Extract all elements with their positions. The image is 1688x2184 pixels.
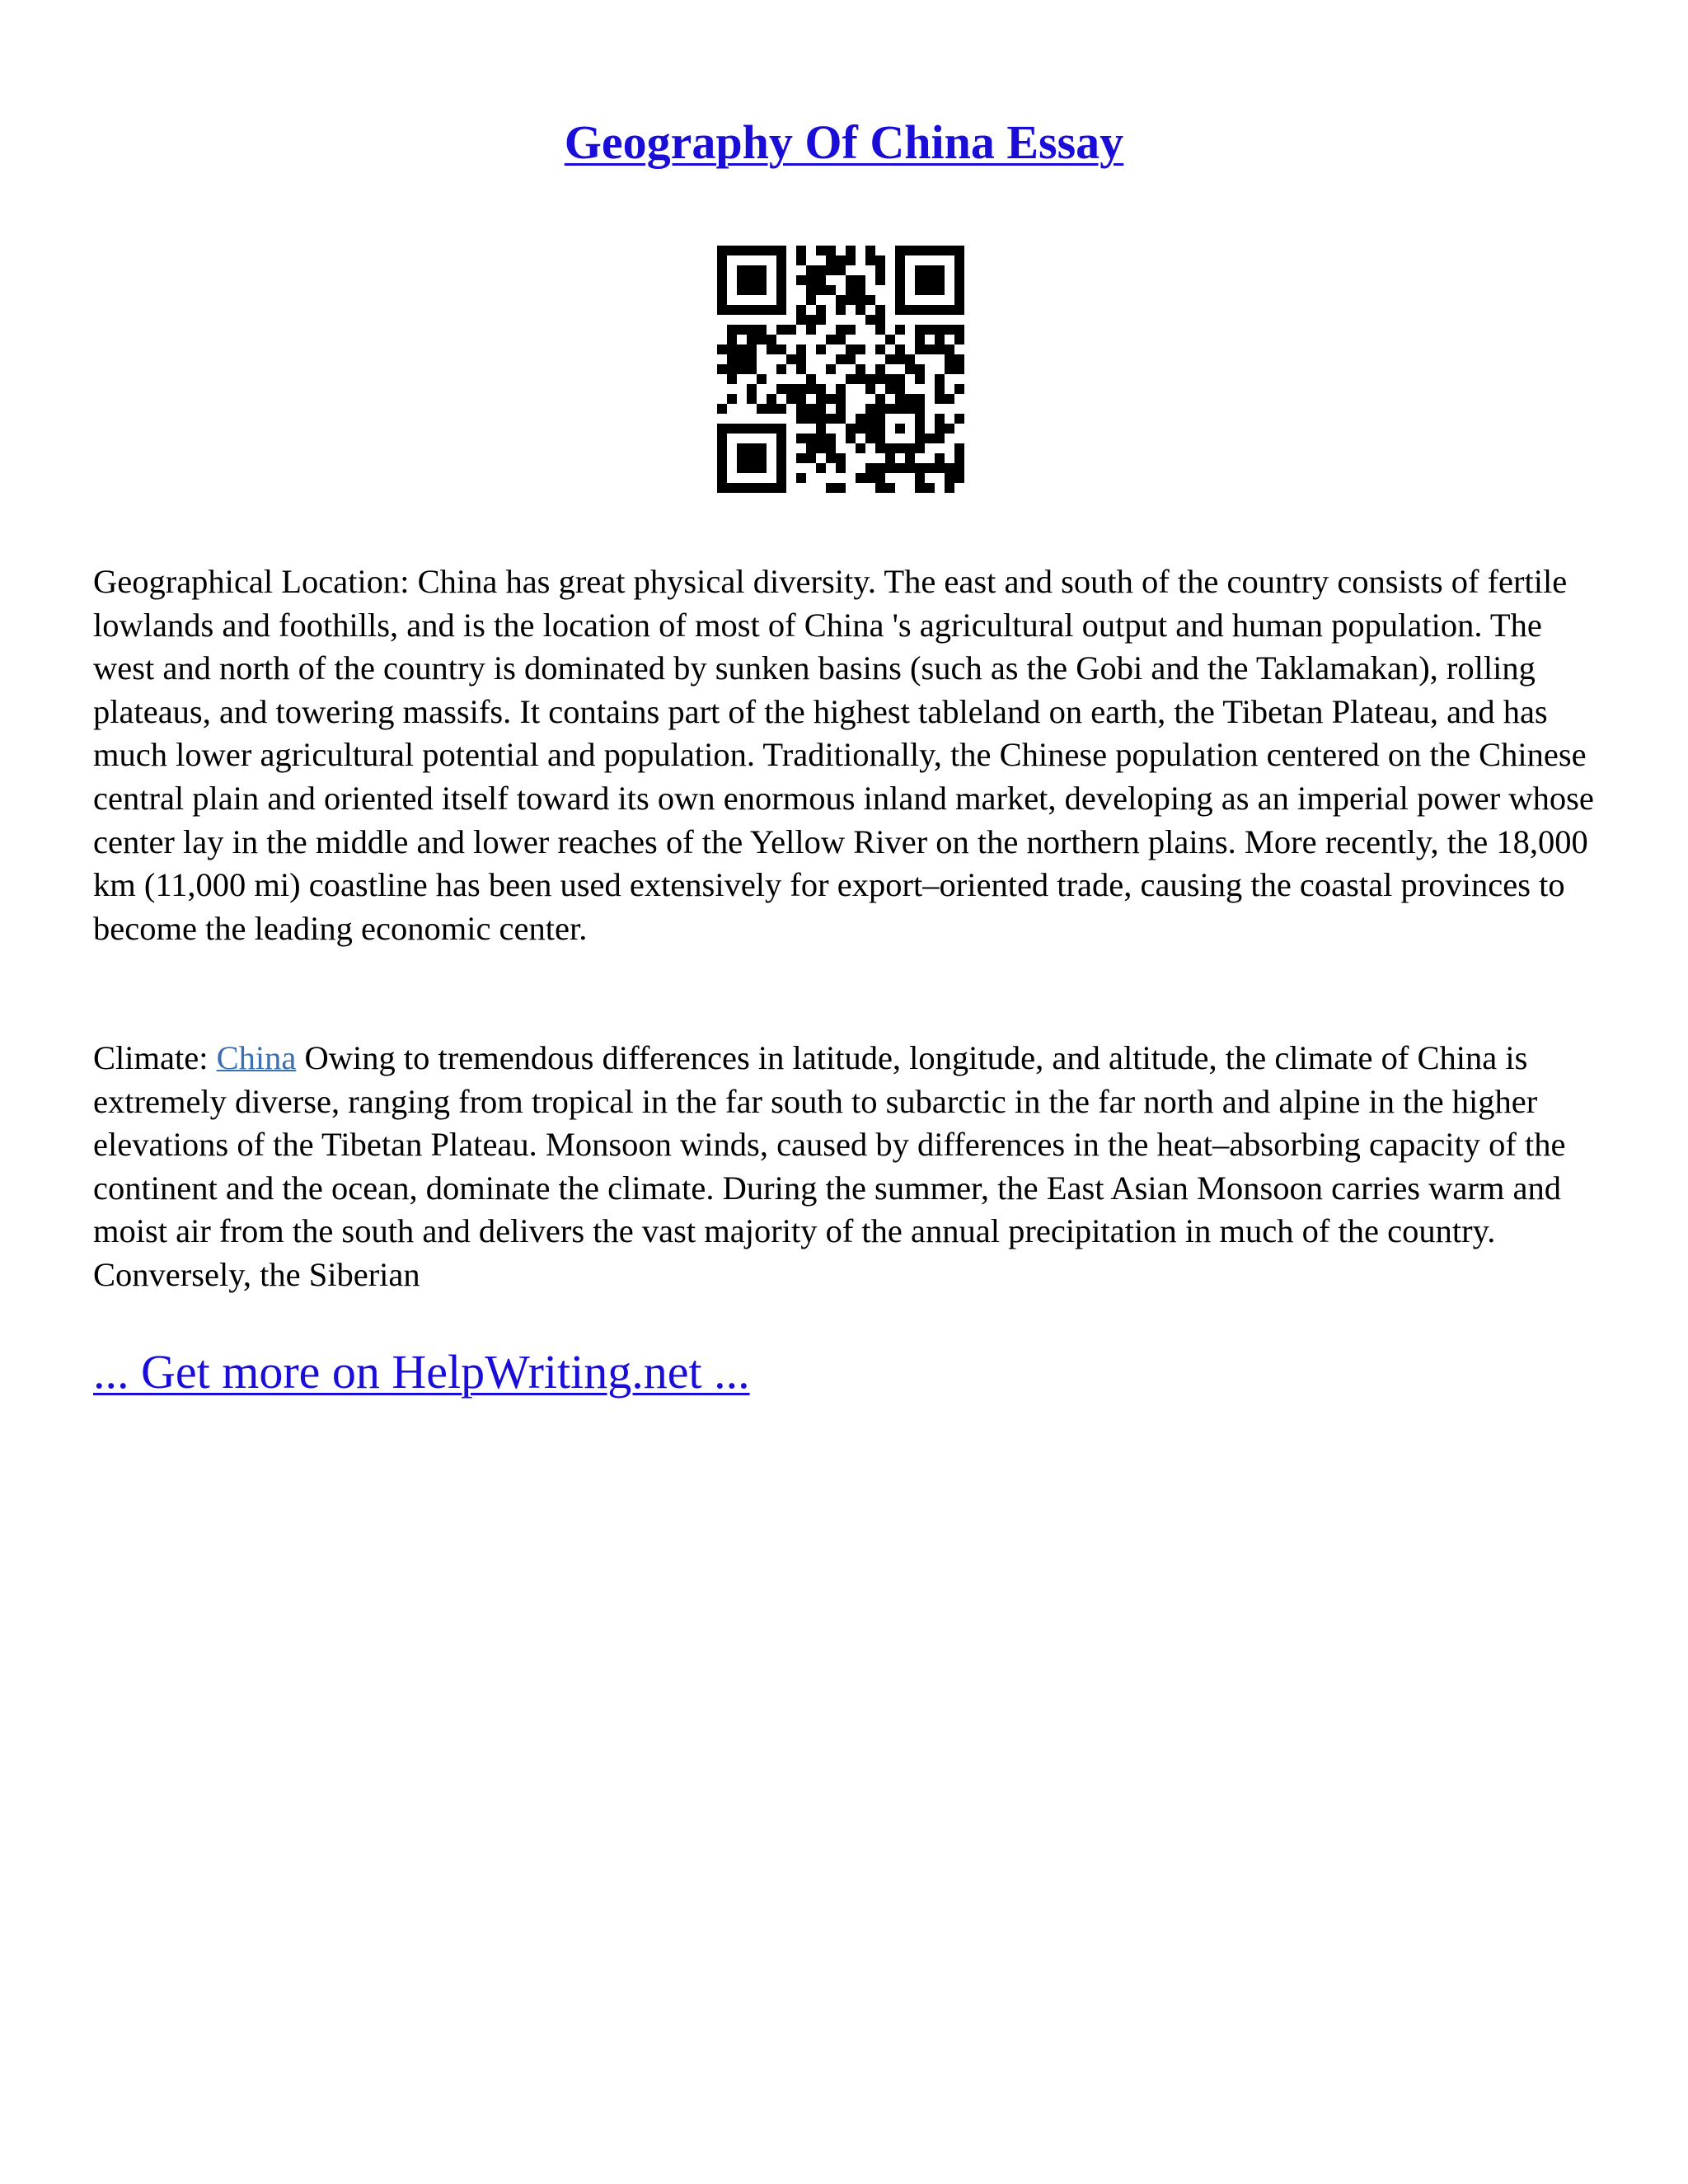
paragraph-climate [93, 1037, 1601, 1297]
qr-code [717, 246, 964, 493]
title-link[interactable]: Geography Of China Essay [564, 115, 1124, 169]
climate-text: Owing to tremendous differences in latitude, longitude, and altitude, the climate of China is extremely diverse, ranging from tropical in the far south to subarctic in the far north and alpine in the higher elevations of the Tibetan Plateau. Monsoon winds, caused by differences in the heat–absorbing capacity of the continent and the ocean, dominate the climate. During the summer, the East Asian Monsoon carries warm and moist air from the south and delivers the vast majority of the annual precipitation in much of the country. Conversely, the Siberian [93, 1039, 1566, 1293]
china-link[interactable]: China [216, 1039, 297, 1076]
get-more-paragraph [93, 1343, 750, 1401]
document-title [0, 114, 1688, 171]
get-more-link[interactable]: ... Get more on HelpWriting.net ... [93, 1345, 750, 1399]
climate-prefix: Climate: [93, 1039, 217, 1076]
qr-code-image [717, 246, 964, 493]
paragraph-location: Geographical Location: China has great physical diversity. The east and south of the country consists of fertile lowlands and foothills, and is the location of most of China 's agricultural output and human population. The west and north of the country is dominated by sunken basins (such as the Gobi and the Taklamakan), rolling plateaus, and towering massifs. It contains part of the highest tableland on earth, the Tibetan Plateau, and has much lower agricultural potential and population. Traditionally, the Chinese population centered on the Chinese central plain and oriented itself toward its own enormous inland market, developing as an imperial power whose center lay in the middle and lower reaches of the Yellow River on the northern plains. More recently, the 18,000 km (11,000 mi) coastline has been used extensively for export–oriented trade, causing the coastal provinces to become the leading economic center. [93, 563, 1594, 947]
